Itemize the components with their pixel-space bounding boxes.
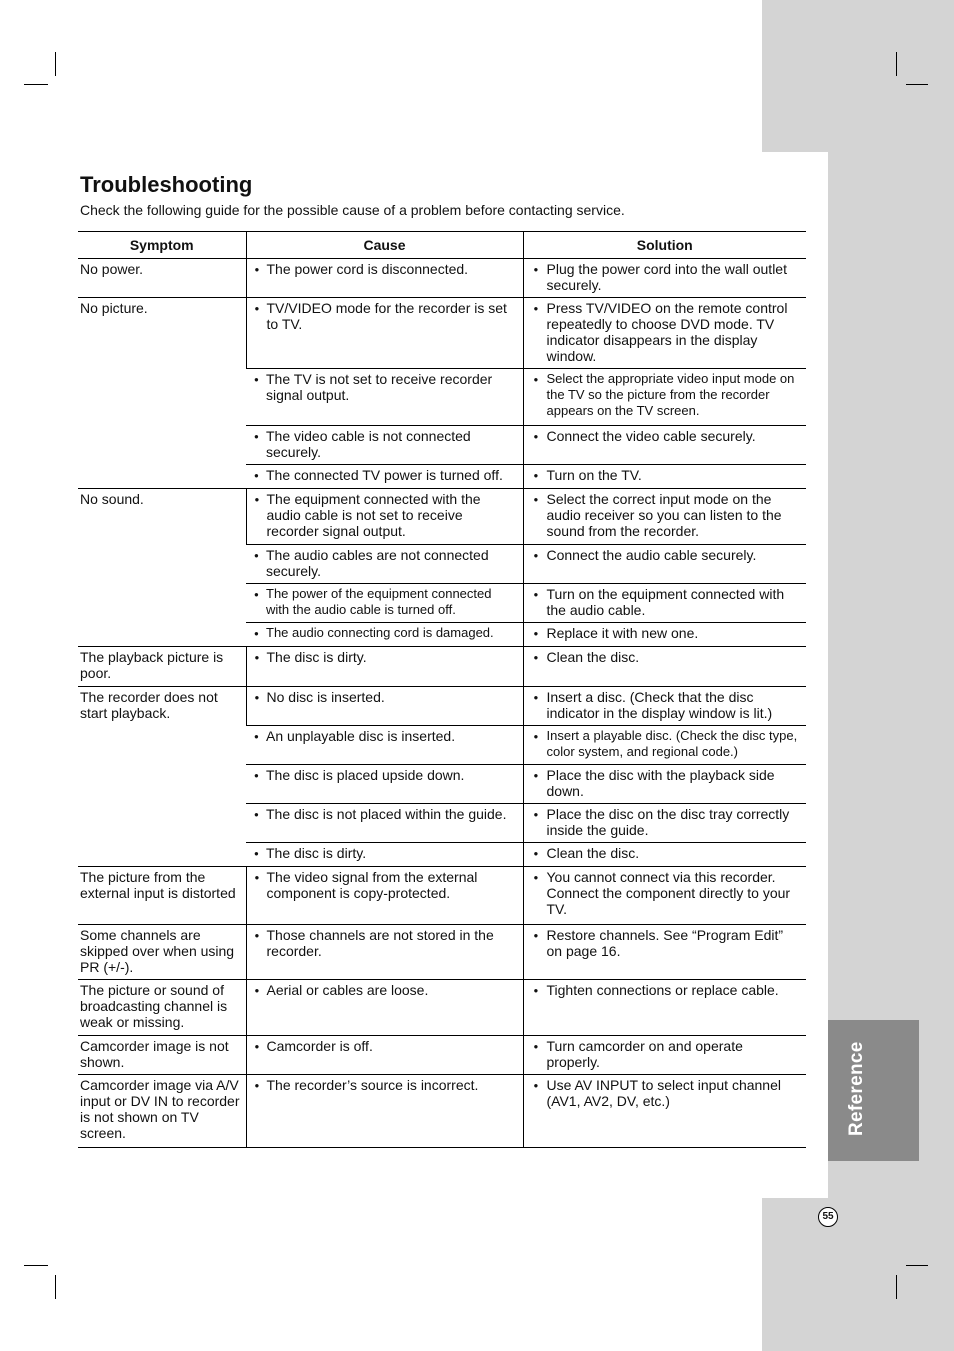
crop-mark <box>55 52 56 76</box>
cause-cell: ● No disc is inserted. <box>246 687 523 726</box>
crop-mark <box>24 1265 48 1266</box>
symptom-cell: Some channels are skipped over when using PR (+/-). <box>78 925 246 980</box>
table-row <box>78 298 806 369</box>
page-title: Troubleshooting <box>80 172 253 197</box>
solution-cell: ● Select the appropriate video input mode on the TV so the picture from the recorder appears on the TV screen. <box>523 369 806 426</box>
cause-cell: ● The equipment connected with the audio cable is not set to receive recorder signal output. <box>246 489 523 545</box>
solution-cell: ● Connect the video cable securely. <box>523 426 806 465</box>
solution-cell: ● Turn on the TV. <box>523 465 806 489</box>
solution-cell: ● Place the disc on the disc tray correctly inside the guide. <box>523 804 806 843</box>
cause-cell: ● The disc is dirty. <box>246 647 523 687</box>
cause-cell: ● The video cable is not connected securely. <box>246 426 523 465</box>
symptom-cell: No picture. <box>78 298 246 489</box>
cause-cell: ● The disc is not placed within the guide. <box>246 804 523 843</box>
solution-cell: ● You cannot connect via this recorder. Connect the component directly to your TV. <box>523 867 806 925</box>
solution-cell: ● Clean the disc. <box>523 647 806 687</box>
crop-mark <box>55 1275 56 1299</box>
cause-cell: ● TV/VIDEO mode for the recorder is set to TV. <box>246 298 523 369</box>
solution-cell: ● Insert a playable disc. (Check the disc type, color system, and regional code.) <box>523 726 806 765</box>
page-number: 55 <box>818 1207 838 1227</box>
solution-cell: ● Use AV INPUT to select input channel (AV1, AV2, DV, etc.) <box>523 1075 806 1148</box>
solution-cell: ● Place the disc with the playback side down. <box>523 765 806 804</box>
side-margin-top <box>762 0 954 152</box>
side-margin-bottom <box>762 1198 954 1351</box>
table-row <box>78 489 806 545</box>
solution-cell: ● Clean the disc. <box>523 843 806 867</box>
crop-mark <box>24 84 48 85</box>
table-row <box>78 647 806 687</box>
symptom-cell: Camcorder image via A/V input or DV IN to recorder is not shown on TV screen. <box>78 1075 246 1148</box>
header-symptom: Symptom <box>78 232 246 259</box>
symptom-cell: No power. <box>78 259 246 298</box>
table-row <box>78 1075 806 1148</box>
crop-mark <box>906 84 928 85</box>
table-row <box>78 259 806 298</box>
table-row <box>78 980 806 1036</box>
table-row <box>78 1036 806 1075</box>
table-row <box>78 687 806 726</box>
solution-cell: ● Replace it with new one. <box>523 623 806 647</box>
symptom-cell: The recorder does not start playback. <box>78 687 246 867</box>
cause-cell: ● The audio connecting cord is damaged. <box>246 623 523 647</box>
cause-cell: ● The disc is dirty. <box>246 843 523 867</box>
cause-cell: ● Camcorder is off. <box>246 1036 523 1075</box>
solution-cell: ● Turn camcorder on and operate properly. <box>523 1036 806 1075</box>
crop-mark <box>896 52 897 76</box>
cause-cell: ● The video signal from the external component is copy-protected. <box>246 867 523 925</box>
cause-cell: ● The power of the equipment connected with the audio cable is turned off. <box>246 584 523 623</box>
troubleshooting-table <box>78 231 806 1148</box>
table-row <box>78 867 806 925</box>
symptom-cell: The picture from the external input is distorted <box>78 867 246 925</box>
cause-cell: ● An unplayable disc is inserted. <box>246 726 523 765</box>
table-row <box>78 925 806 980</box>
cause-cell: ● The connected TV power is turned off. <box>246 465 523 489</box>
solution-cell: ● Turn on the equipment connected with the audio cable. <box>523 584 806 623</box>
cause-cell: ● The recorder’s source is incorrect. <box>246 1075 523 1148</box>
cause-cell: ● Those channels are not stored in the recorder. <box>246 925 523 980</box>
solution-cell: ● Insert a disc. (Check that the disc indicator in the display window is lit.) <box>523 687 806 726</box>
solution-cell: ● Select the correct input mode on the audio receiver so you can listen to the sound from the recorder. <box>523 489 806 545</box>
header-solution: Solution <box>523 232 806 259</box>
cause-cell: ● The audio cables are not connected securely. <box>246 545 523 584</box>
solution-cell: ● Connect the audio cable securely. <box>523 545 806 584</box>
symptom-cell: The playback picture is poor. <box>78 647 246 687</box>
solution-cell: ● Press TV/VIDEO on the remote control repeatedly to choose DVD mode. TV indicator disappears in the display window. <box>523 298 806 369</box>
section-tab-label: Reference <box>846 1041 867 1136</box>
section-tab <box>828 1020 919 1161</box>
crop-mark <box>906 1265 928 1266</box>
cause-cell: ● The TV is not set to receive recorder signal output. <box>246 369 523 426</box>
cause-cell: ● Aerial or cables are loose. <box>246 980 523 1036</box>
solution-cell: ● Tighten connections or replace cable. <box>523 980 806 1036</box>
cause-cell: ● The power cord is disconnected. <box>246 259 523 298</box>
solution-cell: ● Plug the power cord into the wall outlet securely. <box>523 259 806 298</box>
header-cause: Cause <box>246 232 523 259</box>
symptom-cell: The picture or sound of broadcasting channel is weak or missing. <box>78 980 246 1036</box>
intro-text: Check the following guide for the possible cause of a problem before contacting service. <box>80 202 625 218</box>
symptom-cell: Camcorder image is not shown. <box>78 1036 246 1075</box>
crop-mark <box>896 1275 897 1299</box>
solution-cell: ● Restore channels. See “Program Edit” on page 16. <box>523 925 806 980</box>
symptom-cell: No sound. <box>78 489 246 647</box>
cause-cell: ● The disc is placed upside down. <box>246 765 523 804</box>
table-header-row <box>78 232 806 259</box>
